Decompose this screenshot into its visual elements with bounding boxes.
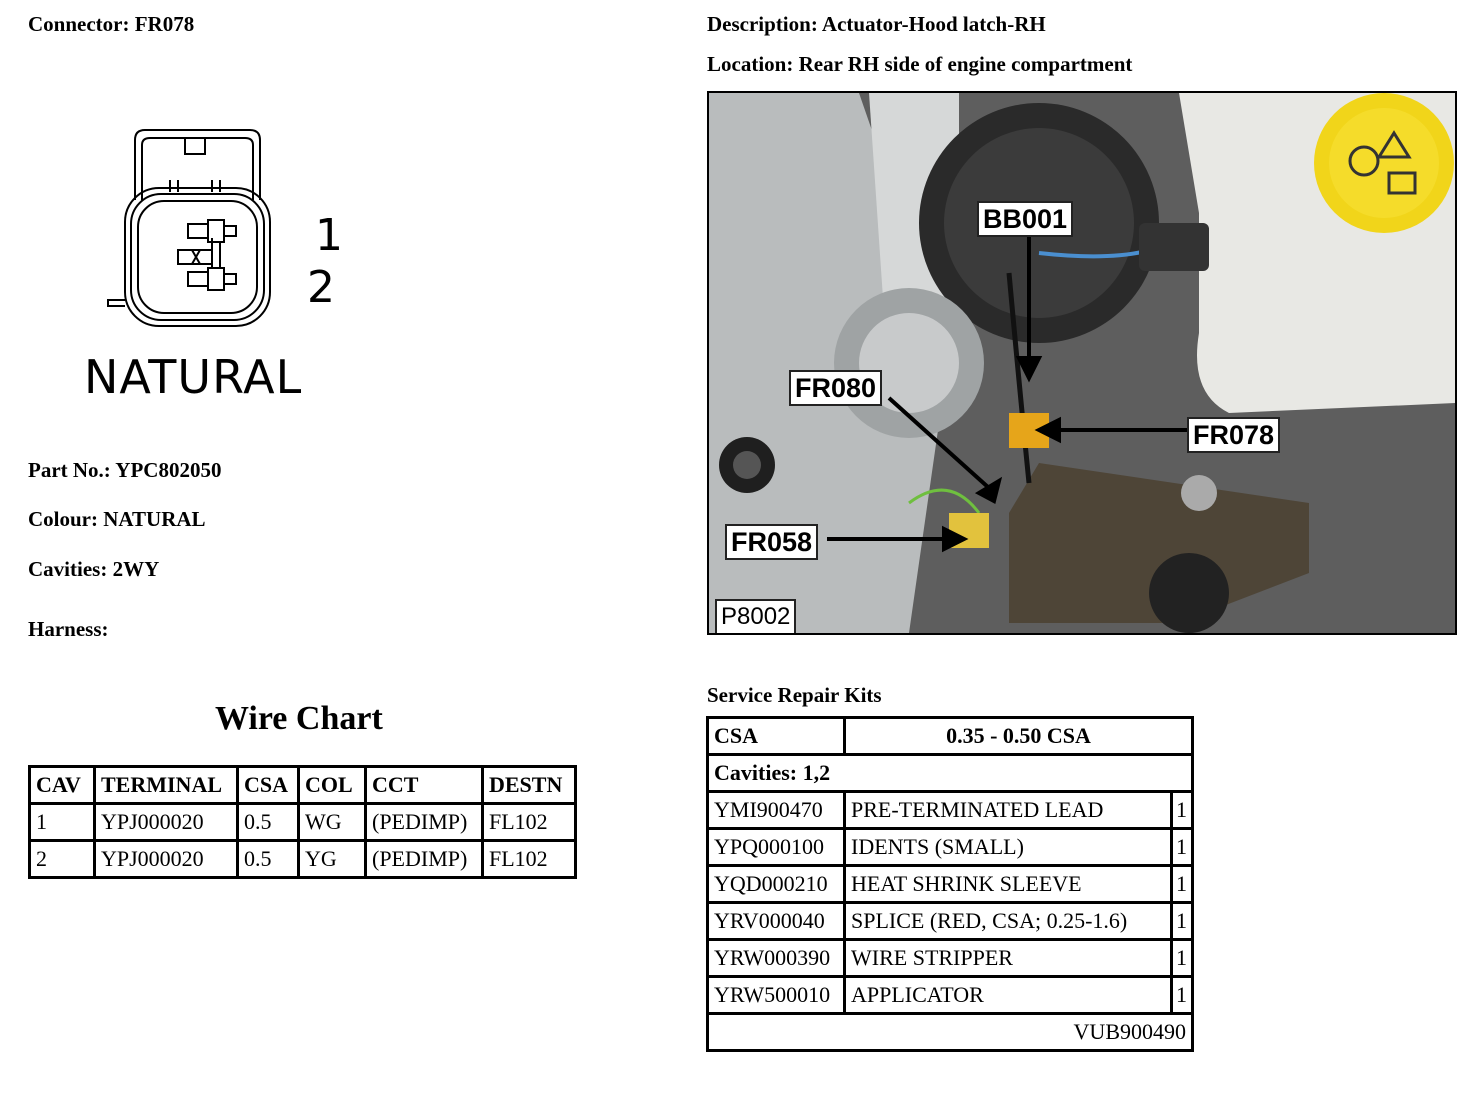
description-label: Description:: [707, 12, 818, 36]
kits-csa-row: [708, 718, 1193, 755]
connector-field: [28, 12, 194, 37]
connector-value: FR078: [134, 12, 195, 36]
pin-number-1: 1: [315, 210, 343, 261]
table-row: [708, 792, 1193, 829]
table-row: [708, 866, 1193, 903]
header-terminal: TERMINAL: [95, 767, 238, 804]
engine-compartment-photo: [707, 91, 1457, 635]
cell-col: WG: [299, 804, 366, 841]
photo-illustration: [709, 93, 1455, 633]
kit-part-number: YRW500010: [708, 977, 845, 1014]
header-cct: CCT: [366, 767, 483, 804]
location-value: Rear RH side of engine compartment: [798, 52, 1133, 76]
kit-quantity: 1: [1172, 829, 1193, 866]
kit-quantity: 1: [1172, 792, 1193, 829]
kits-cavities-row: [708, 755, 1193, 792]
cell-cct: (PEDIMP): [366, 804, 483, 841]
callout-fr080: FR080: [789, 370, 882, 406]
kits-footer-row: [708, 1014, 1193, 1051]
kit-description: APPLICATOR: [845, 977, 1172, 1014]
part-number-value: YPC802050: [115, 458, 222, 482]
connector-colour-label: NATURAL: [84, 350, 303, 404]
wire-chart-title: Wire Chart: [215, 700, 383, 737]
kit-description: IDENTS (SMALL): [845, 829, 1172, 866]
kit-description: SPLICE (RED, CSA; 0.25-1.6): [845, 903, 1172, 940]
header-col: COL: [299, 767, 366, 804]
part-number-label: Part No.:: [28, 458, 111, 482]
cell-terminal: YPJ000020: [95, 804, 238, 841]
colour-label: Colour:: [28, 507, 98, 531]
location-label: Location:: [707, 52, 794, 76]
callout-fr058: FR058: [725, 524, 818, 560]
cell-csa: 0.5: [238, 804, 299, 841]
table-row: [708, 977, 1193, 1014]
kits-footer-code: VUB900490: [708, 1014, 1193, 1051]
cell-col: YG: [299, 841, 366, 878]
kits-csa-value: 0.35 - 0.50 CSA: [845, 718, 1193, 755]
kit-quantity: 1: [1172, 977, 1193, 1014]
callout-bb001: BB001: [977, 201, 1073, 237]
table-row: [708, 903, 1193, 940]
colour-field: [28, 507, 206, 532]
kit-description: WIRE STRIPPER: [845, 940, 1172, 977]
colour-value: NATURAL: [103, 507, 206, 531]
cell-destn: FL102: [483, 804, 576, 841]
harness-field: [28, 617, 109, 642]
pin-number-2: 2: [307, 262, 335, 313]
header-destn: DESTN: [483, 767, 576, 804]
kit-part-number: YRV000040: [708, 903, 845, 940]
table-row: [708, 829, 1193, 866]
table-row: [708, 940, 1193, 977]
kit-part-number: YRW000390: [708, 940, 845, 977]
connector-face-drawing: [100, 120, 360, 340]
callout-fr078: FR078: [1187, 417, 1280, 453]
wire-chart-header-row: [30, 767, 576, 804]
connector-label: Connector:: [28, 12, 130, 36]
kit-part-number: YQD000210: [708, 866, 845, 903]
cell-destn: FL102: [483, 841, 576, 878]
part-number-field: [28, 458, 221, 483]
table-row: [30, 841, 576, 878]
kits-csa-label: CSA: [708, 718, 845, 755]
cell-terminal: YPJ000020: [95, 841, 238, 878]
description-field: [707, 12, 1046, 37]
kit-description: HEAT SHRINK SLEEVE: [845, 866, 1172, 903]
service-kits-table: [706, 716, 1194, 1052]
harness-label: Harness:: [28, 617, 109, 641]
cell-cct: (PEDIMP): [366, 841, 483, 878]
photo-id-label: P8002: [715, 599, 796, 635]
cell-csa: 0.5: [238, 841, 299, 878]
kit-quantity: 1: [1172, 940, 1193, 977]
header-cav: CAV: [30, 767, 95, 804]
cavities-field: [28, 557, 159, 582]
kit-quantity: 1: [1172, 903, 1193, 940]
cell-cav: 1: [30, 804, 95, 841]
cell-cav: 2: [30, 841, 95, 878]
header-csa: CSA: [238, 767, 299, 804]
description-value: Actuator-Hood latch-RH: [821, 12, 1046, 36]
kit-description: PRE-TERMINATED LEAD: [845, 792, 1172, 829]
table-row: [30, 804, 576, 841]
wire-chart-table: [28, 765, 577, 879]
kit-part-number: YPQ000100: [708, 829, 845, 866]
kit-part-number: YMI900470: [708, 792, 845, 829]
kits-cavities-label: Cavities: 1,2: [708, 755, 1193, 792]
kit-quantity: 1: [1172, 866, 1193, 903]
service-kits-title: Service Repair Kits: [707, 683, 882, 707]
location-field: [707, 52, 1132, 77]
cavities-value: 2WY: [112, 557, 160, 581]
cavities-label: Cavities:: [28, 557, 108, 581]
